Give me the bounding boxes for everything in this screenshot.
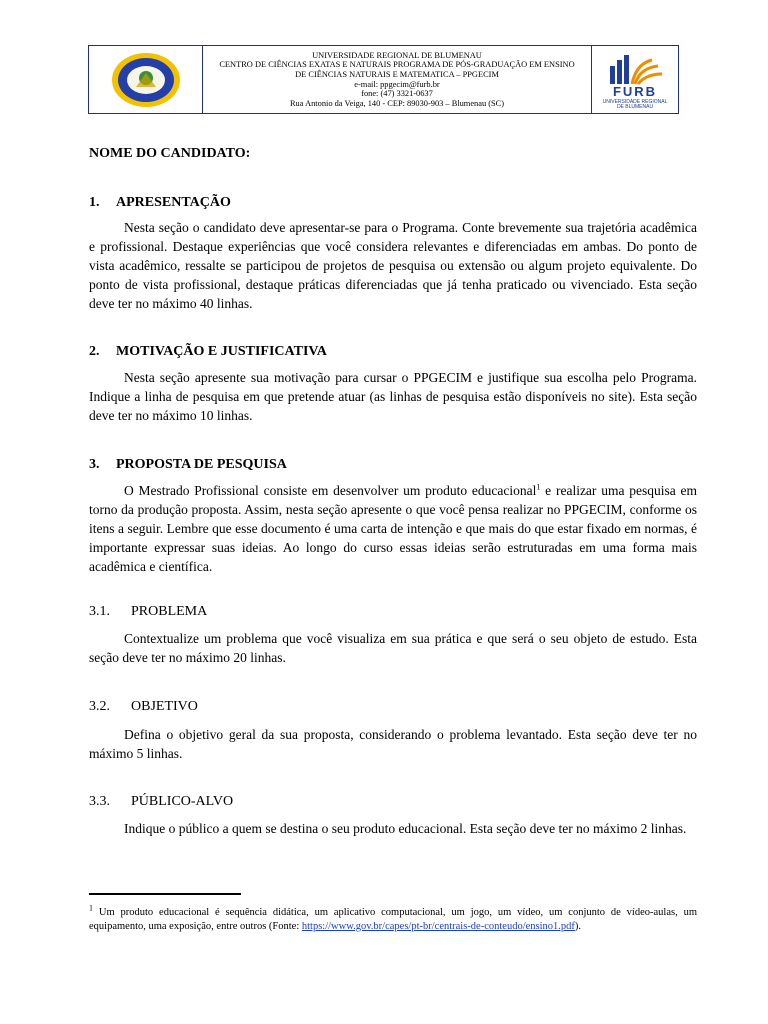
furb-logo-sub2: DE BLUMENAU [616, 103, 654, 110]
contact-phone: fone: (47) 3321-0637 [361, 89, 433, 99]
section-3-title: PROPOSTA DE PESQUISA [116, 457, 287, 472]
letterhead [88, 45, 679, 114]
section-3-3-heading [89, 794, 233, 810]
section-3-2-text: Defina o objetivo geral da sua proposta, considerando o problema levantado. Esta seção deve ter no máximo 5 linhas. [89, 727, 697, 761]
contact-address: Rua Antonio da Veiga, 140 - CEP: 89030-903 – Blumenau (SC) [289, 98, 505, 108]
section-2-heading [89, 344, 327, 360]
section-2-title: MOTIVAÇÃO E JUSTIFICATIVA [116, 344, 327, 359]
footnote [89, 903, 697, 933]
section-3-1-text: Contextualize um problema que você visualiza em sua prática e que será o seu objeto de estudo. Esta seção deve ter no máximo 20 linhas. [89, 631, 697, 665]
section-3-number: 3. [89, 457, 100, 472]
section-1-heading [89, 195, 231, 211]
section-3-text-after: e realizar uma pesquisa em torno da produção proposta. Assim, nesta seção apresente o que você pensa realizar no PPGECIM, conforme os itens a seguir. Lembre que esse documento é uma carta de intenção e que mais do que estar fixado em normas, é importante expressar suas ideias. Ao longo do curso essas ideias serão estruturadas em uma forma mais acadêmica e científica. [89, 483, 697, 574]
section-3-3-title: PÚBLICO-ALVO [131, 794, 234, 809]
section-3-3-text: Indique o público a quem se destina o seu produto educacional. Esta seção deve ter no máximo 2 linhas. [124, 821, 687, 836]
furb-logo [592, 46, 678, 113]
footnote-mark: 1 [89, 903, 93, 913]
university-name: UNIVERSIDADE REGIONAL DE BLUMENAU [312, 50, 482, 60]
section-3-heading [89, 457, 287, 473]
section-1-text: Nesta seção o candidato deve apresentar-se para o Programa. Conte brevemente sua trajetória acadêmica e profissional. Destaque experiências que você considera relevantes e diferenciadas em ambas. Do ponto de vista acadêmico, ressalte se participou de projetos de pesquisa ou extensão ou algum projeto equivalente. Do ponto de vista profissional, destaque práticas diferenciadas que já tenha praticado ou vivenciado. Esta seção deve ter no máximo 40 linhas. [89, 220, 697, 311]
section-3-1-heading [89, 604, 207, 620]
candidate-name-label: NOME DO CANDIDATO: [89, 146, 251, 161]
section-3-2-heading [89, 699, 198, 715]
section-3-1-title: PROBLEMA [131, 604, 208, 619]
center-name-line1: CENTRO DE CIÊNCIAS EXATAS E NATURAIS PROGRAMA DE PÓS-GRADUAÇÃO EM ENSINO [219, 60, 575, 70]
footnote-link[interactable]: https://www.gov.br/capes/pt-br/centrais-de-conteudo/ensino1.pdf [301, 920, 575, 932]
furb-logo-text: FURB [612, 83, 658, 99]
section-3-1-number: 3.1. [89, 604, 110, 619]
center-name-line2: DE CIÊNCIAS NATURAIS E MATEMATICA – PPGECIM [295, 69, 499, 79]
institution-info [203, 46, 592, 113]
section-3-text [89, 481, 697, 576]
furb-logo-icon [602, 50, 668, 110]
section-2-text: Nesta seção apresente sua motivação para cursar o PPGECIM e justifique sua escolha pelo Programa. Indique a linha de pesquisa em que pretende atuar (as linhas de pesquisa estão disponíveis no site). Esta seção deve ter no máximo 10 linhas. [89, 370, 697, 423]
footnote-end: ). [574, 920, 582, 932]
section-3-2-title: OBJETIVO [131, 699, 198, 714]
section-3-3-number: 3.3. [89, 794, 110, 809]
footnote-ref: 1 [536, 482, 541, 492]
ppgecim-seal-logo [89, 46, 203, 113]
section-1-number: 1. [89, 195, 100, 210]
section-3-2-number: 3.2. [89, 699, 110, 714]
footnote-separator [89, 893, 241, 895]
furb-logo-sub1: UNIVERSIDADE REGIONAL [602, 98, 668, 105]
footnote-text: Um produto educacional é sequência didática, um aplicativo computacional, um jogo, um vídeo, um conjunto de vídeo-aulas, um equipamento, uma exposição, entre outros (Fonte: [89, 907, 697, 932]
section-2-number: 2. [89, 344, 100, 359]
contact-email: e-mail: ppgecim@furb.br [354, 79, 440, 89]
seal-icon [110, 51, 182, 109]
section-3-text-before: O Mestrado Profissional consiste em desenvolver um produto educacional [124, 483, 537, 498]
section-1-title: APRESENTAÇÃO [116, 195, 231, 210]
